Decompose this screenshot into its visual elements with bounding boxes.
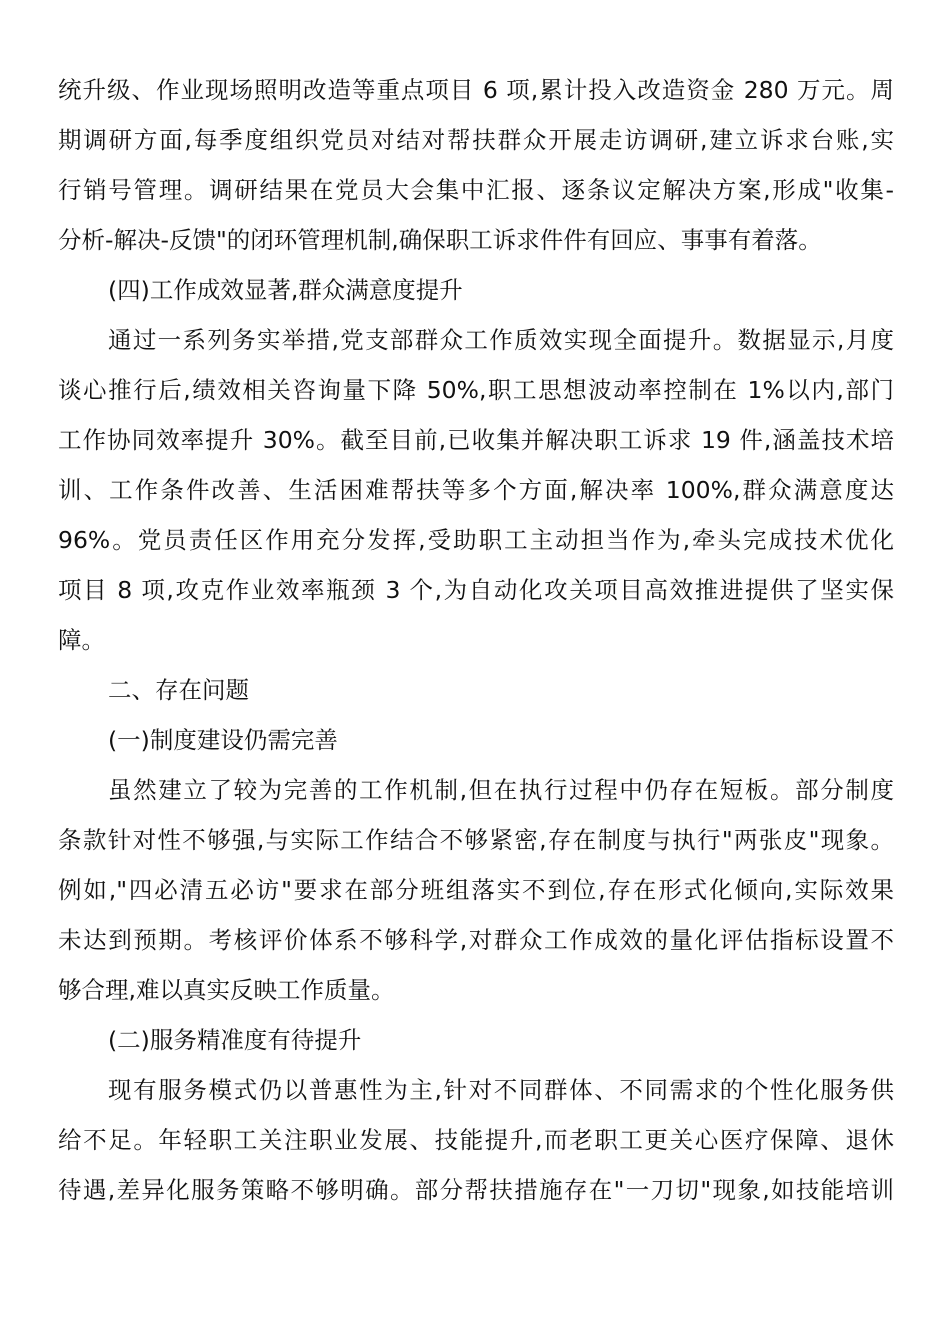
body-line: 训、工作条件改善、生活困难帮扶等多个方面,解决率 100%,群众满意度达 [58,476,894,504]
body-line: 统升级、作业现场照明改造等重点项目 6 项,累计投入改造资金 280 万元。周 [58,76,894,104]
body-line: 工作协同效率提升 30%。截至目前,已收集并解决职工诉求 19 件,涵盖技术培 [58,426,894,454]
body-line: 够合理,难以真实反映工作质量。 [58,976,395,1004]
body-line: 谈心推行后,绩效相关咨询量下降 50%,职工思想波动率控制在 1%以内,部门 [58,376,894,404]
body-line: 项目 8 项,攻克作业效率瓶颈 3 个,为自动化攻关项目高效推进提供了坚实保 [58,576,894,604]
chapter-heading-problems: 二、存在问题 [108,676,249,704]
body-line: 现有服务模式仍以普惠性为主,针对不同群体、不同需求的个性化服务供 [108,1076,894,1104]
body-line: 96%。党员责任区作用充分发挥,受助职工主动担当作为,牵头完成技术优化 [58,526,894,554]
body-line: 例如,"四必清五必访"要求在部分班组落实不到位,存在形式化倾向,实际效果 [58,876,894,904]
body-line: 期调研方面,每季度组织党员对结对帮扶群众开展走访调研,建立诉求台账,实 [58,126,894,154]
document-page [58,65,894,1215]
body-line: 分析-解决-反馈"的闭环管理机制,确保职工诉求件件有回应、事事有着落。 [58,226,822,254]
body-line: 未达到预期。考核评价体系不够科学,对群众工作成效的量化评估指标设置不 [58,926,894,954]
body-line: 障。 [58,626,105,654]
body-line: 待遇,差异化服务策略不够明确。部分帮扶措施存在"一刀切"现象,如技能培训 [58,1176,894,1204]
body-line: 条款针对性不够强,与实际工作结合不够紧密,存在制度与执行"两张皮"现象。 [58,826,894,854]
section-heading-1: (一)制度建设仍需完善 [108,726,338,754]
body-line: 虽然建立了较为完善的工作机制,但在执行过程中仍存在短板。部分制度 [108,776,894,804]
body-line: 行销号管理。调研结果在党员大会集中汇报、逐条议定解决方案,形成"收集- [58,176,894,204]
body-line: 给不足。年轻职工关注职业发展、技能提升,而老职工更关心医疗保障、退休 [58,1126,894,1154]
body-line: 通过一系列务实举措,党支部群众工作质效实现全面提升。数据显示,月度 [108,326,894,354]
section-heading-4: (四)工作成效显著,群众满意度提升 [108,276,463,304]
section-heading-2: (二)服务精准度有待提升 [108,1026,362,1054]
